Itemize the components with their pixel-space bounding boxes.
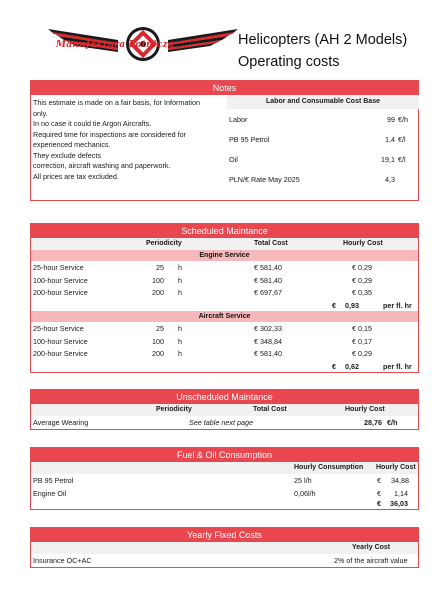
total-cost: € 697,67: [254, 288, 282, 297]
cost-base-table: [227, 95, 419, 200]
cost-base-row: [227, 149, 419, 169]
note-line: correction, aircraft washing and paperwork.: [33, 161, 171, 170]
sum-currency: €: [332, 361, 336, 371]
yearly-column-headers: [31, 542, 418, 554]
cost-base-row: [227, 129, 419, 149]
service-period: 100: [152, 275, 164, 285]
aircraft-sum-row: [31, 360, 418, 373]
table-row: [31, 416, 418, 429]
table-row: [31, 474, 418, 487]
cost-value: 34,88: [391, 476, 409, 485]
hourly-cost-header: Hourly Cost: [376, 464, 416, 471]
cost-base-value: 1,4: [385, 135, 395, 144]
periodicity-header: Periodicity: [156, 406, 192, 413]
cost-base-value: 19,1: [381, 155, 395, 164]
table-row: [31, 335, 418, 348]
company-logo: [48, 24, 238, 78]
total-cost: € 581,40: [254, 263, 282, 272]
average-wearing-value: 28,76: [364, 418, 382, 427]
hourly-cost: € 0,29: [352, 263, 372, 272]
hourly-cost: € 0,29: [352, 349, 372, 358]
fuel-title: Fuel & Oil Consumption: [31, 448, 418, 462]
period-unit: h: [178, 336, 182, 346]
service-name: 200-hour Service: [33, 288, 88, 297]
value-unit: €/h: [387, 418, 398, 427]
service-period: 100: [152, 336, 164, 346]
fuel-sum-value: 36,03: [390, 499, 408, 508]
total-cost: € 581,40: [254, 349, 282, 358]
service-name: 100-hour Service: [33, 336, 88, 346]
service-period: 200: [152, 288, 164, 297]
notes-body: [31, 95, 418, 200]
unscheduled-title: Unscheduled Maintance: [31, 390, 418, 404]
fuel-column-headers: [31, 462, 418, 474]
table-row: [31, 487, 418, 500]
service-name: 100-hour Service: [33, 275, 88, 285]
periodicity-header: Periodicity: [146, 240, 182, 247]
cost-currency: €: [377, 476, 381, 485]
yearly-cost-header: Yearly Cost: [352, 544, 391, 551]
row-name: Engine Oil: [33, 488, 67, 498]
service-name: 25-hour Service: [33, 263, 84, 272]
cost-base-value: 4,3: [385, 175, 395, 184]
note-line: In no case it could tie Argon Aircrafts.: [33, 119, 152, 128]
period-unit: h: [178, 263, 182, 272]
scheduled-maintenance-section: [30, 223, 419, 373]
note-line: This estimate is made on a fair basis, for Information: [33, 98, 200, 107]
engine-sum-value: 0,93: [345, 300, 359, 310]
cost-base-value: 99: [387, 115, 395, 124]
sum-currency: €: [377, 499, 381, 508]
cost-base-label: PLN/€ Rate May 2025: [229, 175, 300, 184]
period-unit: h: [178, 349, 182, 358]
table-row: [31, 322, 418, 335]
table-row: [31, 274, 418, 287]
logo-wordmark: Manufaktura Lotnicza: [55, 40, 175, 50]
period-unit: h: [178, 324, 182, 333]
table-row: [31, 347, 418, 360]
yearly-title: Yearly Fixed Costs: [31, 528, 418, 542]
service-period: 200: [152, 349, 164, 358]
engine-sum-row: [31, 299, 418, 312]
notes-text: [33, 98, 225, 182]
note-line: All prices are tax excluded.: [33, 171, 119, 181]
sum-unit: per fl. hr: [383, 361, 412, 371]
fuel-oil-section: [30, 447, 419, 510]
cost-base-row: [227, 169, 419, 189]
notes-title: Notes: [31, 81, 418, 95]
cost-currency: €: [377, 488, 381, 498]
cost-base-unit: €/h: [398, 115, 408, 124]
hourly-cost: € 0,35: [352, 288, 372, 297]
note-line: They exclude defects: [33, 150, 101, 160]
yearly-fixed-costs-section: [30, 527, 419, 568]
table-row: [31, 554, 418, 567]
note-line: experienced mechanics.: [33, 140, 111, 149]
service-name: 200-hour Service: [33, 349, 88, 358]
cost-base-label: Labor: [229, 115, 248, 124]
sum-unit: per fl. hr: [383, 300, 412, 310]
cost-base-label: Oil: [229, 155, 238, 164]
row-name: Average Wearing: [33, 418, 89, 427]
service-period: 25: [156, 324, 164, 333]
table-row: [31, 286, 418, 299]
cost-base-title: Labor and Consumable Cost Base: [227, 95, 419, 109]
scheduled-title: Scheduled Maintance: [31, 224, 418, 238]
document-subtitle: Operating costs: [238, 54, 340, 70]
unscheduled-column-headers: [31, 404, 418, 416]
aircraft-service-title: Aircraft Service: [31, 311, 418, 322]
hourly-cost-header: Hourly Cost: [343, 240, 383, 247]
notes-section: [30, 80, 419, 201]
period-unit: h: [178, 275, 182, 285]
sum-currency: €: [332, 300, 336, 310]
total-cost: € 302,33: [254, 324, 282, 333]
consumption-value: 25 l/h: [294, 476, 312, 485]
hourly-cost: € 0,15: [352, 324, 372, 333]
consumption-value: 0,06l/h: [294, 488, 316, 498]
period-unit: h: [178, 288, 182, 297]
hourly-cost: € 0,29: [352, 275, 372, 285]
total-cost-header: Total Cost: [253, 406, 287, 413]
insurance-value: 2% of the aircraft value: [334, 556, 408, 565]
service-name: 25-hour Service: [33, 324, 84, 333]
document-title: Helicopters (AH 2 Models): [238, 32, 408, 48]
table-row: [31, 261, 418, 274]
row-name: PB 95 Petrol: [33, 476, 74, 485]
cost-base-row: [227, 109, 419, 129]
consumption-header: Hourly Consumption: [294, 464, 364, 471]
cost-value: 1,14: [394, 488, 408, 498]
hourly-cost-header: Hourly Cost: [345, 406, 385, 413]
reference-note: See table next page: [189, 418, 253, 427]
total-cost-header: Total Cost: [254, 240, 288, 247]
total-cost: € 348,84: [254, 336, 282, 346]
scheduled-column-headers: [31, 238, 418, 250]
unscheduled-maintenance-section: [30, 389, 419, 430]
row-name: Insurance OC+AC: [33, 556, 92, 565]
note-line: Required time for inspections are considered for: [33, 129, 187, 139]
page-header: [0, 0, 446, 78]
hourly-cost: € 0,17: [352, 336, 372, 346]
cost-base-unit: €/l: [398, 135, 406, 144]
total-cost: € 581,40: [254, 275, 282, 285]
aircraft-sum-value: 0,62: [345, 361, 359, 371]
engine-service-title: Engine Service: [31, 250, 418, 261]
fuel-sum-row: [31, 499, 418, 509]
cost-base-label: PB 95 Petrol: [229, 135, 270, 144]
service-period: 25: [156, 263, 164, 272]
cost-base-unit: €/l: [398, 155, 406, 164]
note-line: only.: [33, 108, 48, 118]
